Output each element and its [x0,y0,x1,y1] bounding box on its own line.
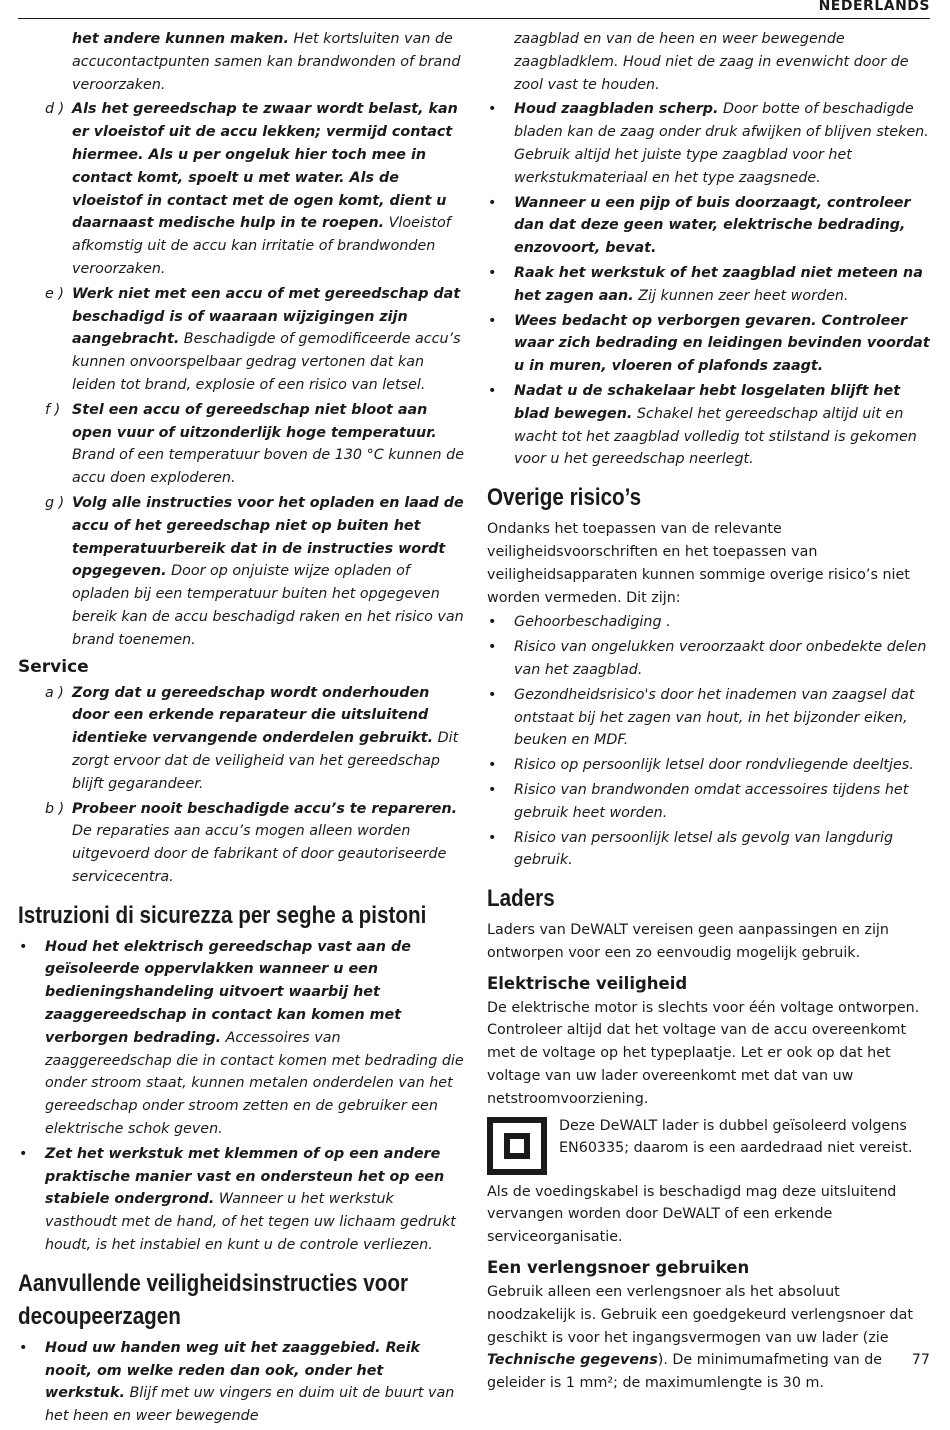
risk-item [487,684,930,752]
jigsaw-item-3 [487,192,930,260]
service-item-b [18,798,464,889]
risk-item [487,636,930,682]
page-header [18,0,930,19]
double-insulated-notice [487,1115,930,1177]
risk-text: Gezondheidsrisico's door het inademen van zaagsel dat ontstaat bij het zagen van hout, in het bijzonder eiken, beuken en MDF. [514,686,915,749]
item-marker: e ) [45,285,64,302]
bullet-marker: • [488,781,497,798]
item-rest: Beschadigde of gemodificeerde accu’s kunnen onvoorspelbaar gedrag vertonen dat kan leiden tot brand, explosie of een risico van letsel. [72,331,461,393]
saw-safety-title: Istruzioni di sicurezza per seghe a pistoni [18,901,427,929]
item-bold: Werk niet met een accu of met gereedschap dat beschadigd is of waaraan wijzigingen zijn aangebracht. [72,285,461,348]
ext-text-after: ). De minimumafmeting van de geleider is 1 mm²; de maximumlengte is 30 m. [487,1352,883,1392]
jigsaw-item-1 [18,1337,464,1428]
bullet-marker: • [488,382,497,399]
service-title: Service [18,656,89,677]
battery-item-g [18,492,464,652]
item-bold: Houd het elektrisch gereedschap vast aan de geïsoleerde oppervlakken wanneer u een bedieningshandeling uitvoert waarbij het zaaggereedschap in contact kan komen met verborgen bedrading. [45,938,411,1046]
item-rest: zaagblad en van de heen en weer bewegende zaagbladklem. Houd niet de zaag in evenwicht door de zool vast te houden. [514,31,909,93]
item-bold: Stel een accu of gereedschap niet bloot aan open vuur of uitzonderlijk hoge temperatuur. [72,401,437,441]
ext-text-before: Gebruik alleen een verlengsnoer als het absoluut noodzakelijk is. Gebruik een goedgekeurd verlengsnoer dat geschikt is voor het ingangsvermogen van uw lader (zie [487,1284,913,1346]
item-bold: Raak het werkstuk of het zaagblad niet meteen na het zagen aan. [514,264,923,304]
risk-item [487,754,930,777]
item-marker: a ) [45,684,64,701]
bullet-marker: • [19,1145,28,1162]
bullet-marker: • [488,614,497,631]
item-rest: Door op onjuiste wijze opladen of opladen bij een temperatuur buiten het opgegeven bereik kan de accu beschadigd raken en het risico van brand toenemen. [72,563,464,648]
item-rest: Schakel het gereedschap altijd uit en wacht tot het zaagblad volledig tot stilstand is gekomen voor u het gereedschap neerlegt. [514,405,917,468]
right-column [487,28,930,1397]
battery-item-f [18,399,464,490]
residual-risks-intro: Ondanks het toepassen van de relevante veiligheidsvoorschriften en het toepassen van veiligheidsapparaten kunnen sommige overige risico’s niet worden vermeden. Dit zijn: [487,521,910,606]
power-cable-text: Als de voedingskabel is beschadigd mag deze uitsluitend vervangen worden door DeWALT of een erkende serviceorganisatie. [487,1183,897,1246]
jigsaw-safety-title: Aanvullende veiligheidsinstructies voor decoupeerzagen [18,1269,408,1330]
jigsaw-item-6 [487,380,930,471]
page-number: 77 [911,1352,930,1368]
item-rest: Dit zorgt ervoor dat de veiligheid van het gereedschap blijft gegarandeer. [72,730,459,792]
jigsaw-item-4 [487,262,930,308]
saw-item-2 [18,1143,464,1257]
bullet-marker: • [488,686,497,703]
bullet-marker: • [488,639,497,656]
item-bold: Zet het werkstuk met klemmen of op een andere praktische manier vast en ondersteun het op een stabiele ondergrond. [45,1145,445,1208]
bullet-marker: • [488,829,497,846]
risk-text: Risico van ongelukken veroorzaakt door onbedekte delen van het zaagblad. [514,639,927,678]
item-bold: Als het gereedschap te zwaar wordt belast, kan er vloeistof uit de accu lekken; vermijd contact hiermee. Als u per ongeluk hier toch mee in contact komt, spoelt u met water. Als de vloeistof in contact met de ogen komt, dient u daarnaast medische hulp in te roepen. [72,101,458,232]
double-insulated-text: Deze DeWALT lader is dubbel geïsoleerd volgens EN60335; daarom is een aardedraad niet vereist. [559,1117,913,1157]
item-bold: Wanneer u een pijp of buis doorzaagt, controleer dan dat deze geen water, elektrische bedrading, enzovoort, bevat. [514,194,911,257]
technical-data-reference: Technische gegevens [487,1352,658,1369]
risk-item [487,827,930,873]
risk-item [487,779,930,825]
jigsaw-item-1-continued [487,28,930,96]
item-bold: Probeer nooit beschadigde accu’s te repareren. [72,800,458,817]
item-bold: Zorg dat u gereedschap wordt onderhouden door een erkende reparateur die uitsluitend identieke vervangende onderdelen gebruikt. [72,684,434,747]
item-rest: De reparaties aan accu’s mogen alleen worden uitgevoerd door de fabrikant of door geautoriseerde servicecentra. [72,823,447,885]
bullet-marker: • [488,312,497,329]
bullet-marker: • [488,264,497,281]
bullet-marker: • [488,757,497,774]
double-insulation-icon [487,1117,547,1175]
chargers-title: Laders [487,885,555,913]
item-marker: b ) [45,800,65,817]
item-rest: Blijf met uw vingers en duim uit de buurt van het heen en weer bewegende [45,1385,455,1425]
item-rest: Door botte of beschadigde bladen kan de zaag onder druk afwijken of blijven steken. Gebruik altijd het juiste type zaagblad voor het werkstukmateriaal en het type zaagsnede. [514,101,929,186]
intro-bold: het andere kunnen maken. [72,31,289,47]
item-bold: Nadat u de schakelaar hebt losgelaten blijft het blad bewegen. [514,382,901,422]
risk-text: Gehoorbeschadiging . [514,614,671,631]
bullet-marker: • [19,938,28,955]
electrical-safety-text: De elektrische motor is slechts voor één voltage ontworpen. Controleer altijd dat het voltage van de accu overeenkomt met de voltage op het typeplaatje. Let er ook op dat het voltage van uw lader overeenkomt met dat van uw netstroomvoorziening. [487,999,920,1107]
jigsaw-item-2 [487,98,930,189]
item-marker: f ) [45,401,61,418]
item-bold: Houd zaagbladen scherp. [514,101,719,118]
chargers-text: Laders van DeWALT vereisen geen aanpassingen en zijn ontworpen voor een zo eenvoudig mogelijk gebruik. [487,922,889,961]
item-rest: Accessoires van zaaggereedschap die in contact komen met bedrading die onder stroom staat, kunnen metalen onderdelen van het gereedschap onder stroom zetten en de gebruiker een elektrische schok geven. [45,1029,464,1138]
item-rest: Zij kunnen zeer heet worden. [633,287,849,304]
intro-continuation [18,28,464,96]
item-bold: Volg alle instructies voor het opladen en laad de accu of het gereedschap niet op buiten het temperatuurbereik dat in de instructies wordt opgegeven. [72,494,464,580]
risk-text: Risico op persoonlijk letsel door rondvliegende deeltjes. [514,757,914,774]
item-bold: Wees bedacht op verborgen gevaren. Controleer waar zich bedrading en leidingen bevinden voordat u in muren, vloeren of plafonds zaagt. [514,312,930,375]
risk-text: Risico van persoonlijk letsel als gevolg van langdurig gebruik. [514,829,894,869]
saw-item-1 [18,936,464,1141]
battery-item-e [18,283,464,397]
item-marker: d ) [45,101,65,118]
bullet-marker: • [488,101,497,118]
jigsaw-item-5 [487,310,930,378]
risk-item [487,611,930,634]
battery-item-d [18,98,464,280]
extension-cord-text [487,1281,930,1395]
bullet-marker: • [488,194,497,211]
language-label: NEDERLANDS [818,0,930,14]
left-column [18,28,464,1430]
item-rest: Brand of een temperatuur boven de 130 °C kunnen de accu doen exploderen. [72,447,464,487]
item-rest: Wanneer u het werkstuk vasthoudt met de hand, of het tegen uw lichaam gedrukt houdt, is het instabiel en kunt u de controle verliezen. [45,1191,456,1254]
bullet-marker: • [19,1339,28,1356]
item-marker: g ) [45,494,65,511]
residual-risks-title: Overige risico’s [487,484,642,512]
service-item-a [18,682,464,796]
item-bold: Houd uw handen weg uit het zaaggebied. Reik nooit, om welke reden dan ook, onder het werkstuk. [45,1339,420,1402]
electrical-safety-title: Elektrische veiligheid [487,973,688,993]
extension-cord-title: Een verlengsnoer gebruiken [487,1258,750,1278]
item-rest: Vloeistof afkomstig uit de accu kan irritatie of brandwonden veroorzaken. [72,215,451,277]
risk-text: Risico van brandwonden omdat accessoires tijdens het gebruik heet worden. [514,781,909,821]
intro-rest: Het kortsluiten van de accucontactpunten samen kan brandwonden of brand veroorzaken. [72,31,461,93]
